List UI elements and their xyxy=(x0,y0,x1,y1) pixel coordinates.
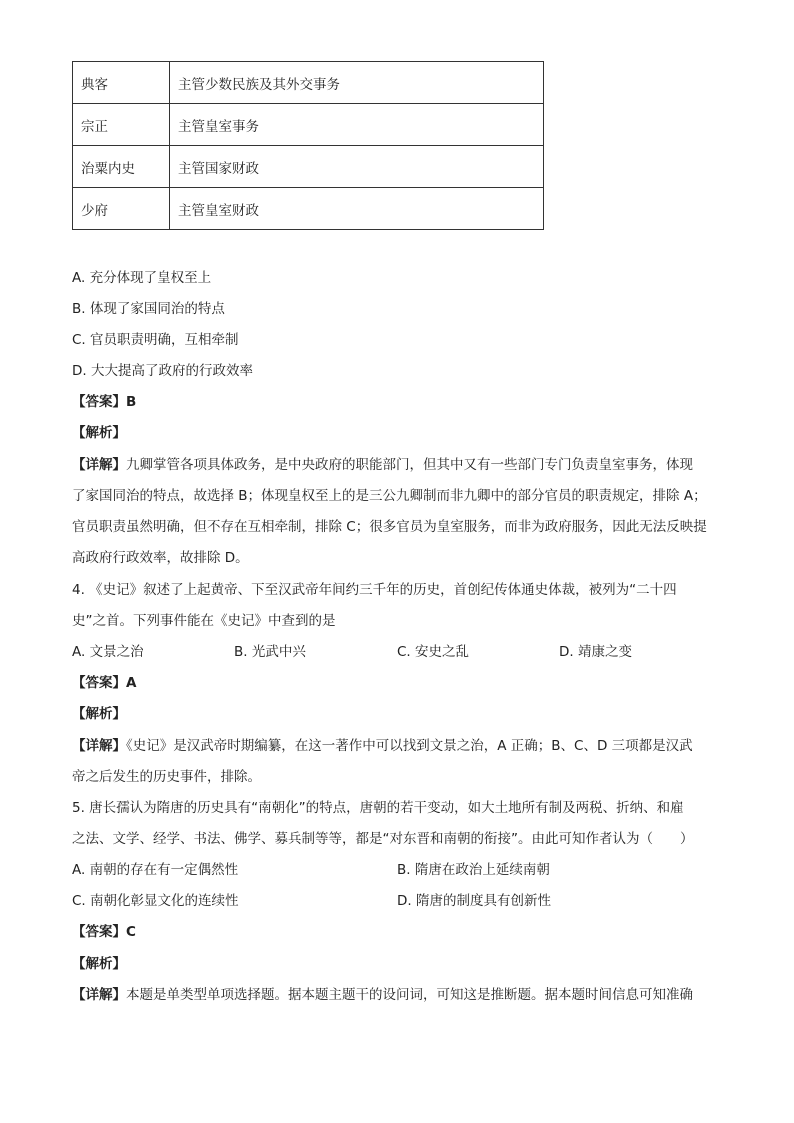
q4-analysis-label: 【解析】 xyxy=(72,706,126,722)
detail-tag: 【详解】 xyxy=(72,457,126,473)
q3-option-a: A. 充分体现了皇权至上 xyxy=(72,270,212,286)
q3-option-c: C. 官员职责明确，互相牵制 xyxy=(72,332,239,348)
q4-detail-line: 【详解】《史记》是汉武帝时期编纂，在这一著作中可以找到文景之治，A 正确；B、C、D 三项都是汉武 xyxy=(72,738,693,754)
q3-option-b: B. 体现了家国同治的特点 xyxy=(72,301,225,317)
q5-option-d: D. 隋唐的制度具有创新性 xyxy=(397,893,551,909)
q5-option-c: C. 南朝化彰显文化的连续性 xyxy=(72,893,239,909)
q3-detail-line: 高政府行政效率，故排除 D。 xyxy=(72,550,249,566)
detail-tag: 【详解】 xyxy=(72,987,126,1003)
official-name: 宗正 xyxy=(73,104,170,146)
q3-detail-line: 官员职责虽然明确，但不存在互相牵制，排除 C；很多官员为皇室服务，而非为政府服务，因此无法反映提 xyxy=(72,519,707,535)
q4-option-d: D. 靖康之变 xyxy=(559,644,632,660)
q4-detail-line: 帝之后发生的历史事件，排除。 xyxy=(72,769,261,785)
q3-answer: 【答案】B xyxy=(72,394,137,410)
q3-analysis-label: 【解析】 xyxy=(72,425,126,441)
q4-stem-line: 4. 《史记》叙述了上起黄帝、下至汉武帝年间约三千年的历史，首创纪传体通史体裁，被列为“二十四 xyxy=(72,582,677,598)
q5-option-b: B. 隋唐在政治上延续南朝 xyxy=(397,862,550,878)
q5-answer: 【答案】C xyxy=(72,924,136,940)
officials-table xyxy=(72,61,544,230)
q5-option-a: A. 南朝的存在有一定偶然性 xyxy=(72,862,239,878)
detail-tag: 【详解】 xyxy=(72,738,126,754)
official-duty: 主管皇室事务 xyxy=(170,104,544,146)
q3-option-d: D. 大大提高了政府的行政效率 xyxy=(72,363,253,379)
q5-stem-line: 5. 唐长孺认为隋唐的历史具有“南朝化”的特点，唐朝的若干变动，如大土地所有制及两税、折纳、和雇 xyxy=(72,800,684,816)
official-name: 少府 xyxy=(73,188,170,230)
official-name: 典客 xyxy=(73,62,170,104)
q5-analysis-label: 【解析】 xyxy=(72,956,126,972)
q5-detail-line: 【详解】本题是单类型单项选择题。据本题主题干的设问词，可知这是推断题。据本题时间信息可知准确 xyxy=(72,987,693,1003)
q4-stem-line: 史”之首。下列事件能在《史记》中查到的是 xyxy=(72,613,336,629)
official-duty: 主管皇室财政 xyxy=(170,188,544,230)
official-name: 治粟内史 xyxy=(73,146,170,188)
q3-detail-line: 【详解】九卿掌管各项具体政务，是中央政府的职能部门，但其中又有一些部门专门负责皇室事务，体现 xyxy=(72,457,693,473)
table-row xyxy=(73,104,544,146)
q4-option-c: C. 安史之乱 xyxy=(397,644,470,660)
official-duty: 主管少数民族及其外交事务 xyxy=(170,62,544,104)
q4-option-a: A. 文景之治 xyxy=(72,644,144,660)
official-duty: 主管国家财政 xyxy=(170,146,544,188)
q4-answer: 【答案】A xyxy=(72,675,137,691)
q4-option-b: B. 光武中兴 xyxy=(234,644,306,660)
table-row xyxy=(73,146,544,188)
table-row xyxy=(73,62,544,104)
table-row xyxy=(73,188,544,230)
q3-detail-line: 了家国同治的特点，故选择 B；体现皇权至上的是三公九卿制而非九卿中的部分官员的职责规定，排除 A； xyxy=(72,488,707,504)
q5-stem-line: 之法、文学、经学、书法、佛学、募兵制等等，都是“对东晋和南朝的衔接”。由此可知作者认为（ ） xyxy=(72,831,694,847)
